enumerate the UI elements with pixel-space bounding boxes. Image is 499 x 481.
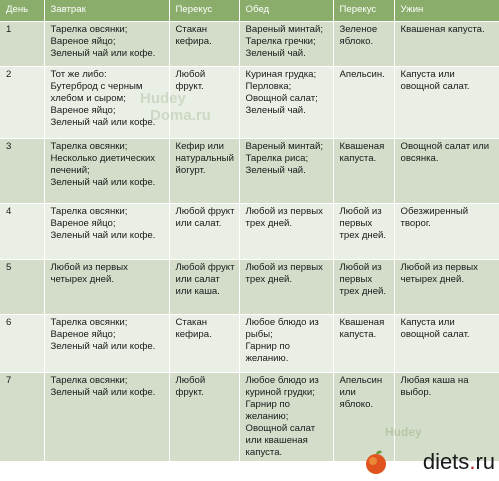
lunch-cell [239, 314, 333, 372]
cell-line: Тарелка овсянки; [50, 374, 128, 386]
table-row [0, 314, 499, 372]
cell-line: натуральный [175, 152, 234, 164]
lunch-cell [239, 372, 333, 461]
cell-line: куриной грудки; [245, 386, 315, 398]
cell-line: Любое блюдо из [245, 374, 319, 386]
dinner-cell [394, 259, 499, 314]
breakfast-cell [44, 138, 169, 203]
cell-line: Любой из [339, 261, 382, 273]
cell-line: капуста. [339, 328, 377, 340]
dinner-cell [394, 203, 499, 259]
header-snack-1: Перекус [169, 0, 239, 21]
breakfast-cell [44, 203, 169, 259]
logo-wordmark [423, 449, 495, 475]
dinner-cell [394, 314, 499, 372]
snack-1-cell [169, 21, 239, 66]
day-cell: 4 [0, 203, 44, 259]
lunch-cell [239, 138, 333, 203]
cell-line: Квашеная [339, 316, 385, 328]
cell-line: Овощной салат или [400, 140, 490, 152]
header-dinner: Ужин [394, 0, 499, 21]
dinner-cell [394, 21, 499, 66]
cell-line: или [339, 386, 356, 398]
snack-2-cell [333, 21, 394, 66]
cell-line: Тарелка овсянки; [50, 316, 128, 328]
cell-line: Перловка; [245, 80, 292, 92]
cell-line: Апельсин [339, 374, 383, 386]
cell-line: Зеленый чай или кофе. [50, 47, 156, 59]
header-snack-2: Перекус [333, 0, 394, 21]
snack-2-cell [333, 138, 394, 203]
cell-line: кефира. [175, 328, 212, 340]
table-row [0, 138, 499, 203]
cell-line: Обезжиренный [400, 205, 469, 217]
dinner-cell [394, 66, 499, 138]
cell-line: Любой из первых [400, 261, 478, 273]
breakfast-cell [44, 259, 169, 314]
day-cell: 7 [0, 372, 44, 461]
cell-line: Зеленый чай или кофе. [50, 340, 156, 352]
cell-line: или салат [175, 273, 220, 285]
cell-line: Вареный минтай; [245, 23, 324, 35]
cell-line: Гарнир по [245, 340, 291, 352]
header-row [0, 0, 499, 21]
lunch-cell [239, 203, 333, 259]
cell-line: Тарелка гречки; [245, 35, 316, 47]
cell-line: Любой фрукт [175, 261, 235, 273]
snack-2-cell [333, 314, 394, 372]
cell-line: Куриная грудка; [245, 68, 317, 80]
cell-line: фрукт. [175, 80, 204, 92]
breakfast-cell [44, 66, 169, 138]
cell-line: Апельсин. [339, 68, 385, 80]
cell-line: Овощной салат [245, 422, 316, 434]
site-logo [345, 423, 495, 479]
cell-line: печений; [50, 164, 90, 176]
cell-line: или каша. [175, 285, 220, 297]
breakfast-cell [44, 372, 169, 461]
snack-2-cell [333, 259, 394, 314]
cell-line: Вареное яйцо; [50, 35, 116, 47]
cell-line: Тарелка овсянки; [50, 140, 128, 152]
cell-line: или квашеная [245, 434, 308, 446]
cell-line: Вареное яйцо; [50, 217, 116, 229]
cell-line: Квашеная капуста. [400, 23, 485, 35]
cell-line: или салат. [175, 217, 222, 229]
cell-line: Тарелка риса; [245, 152, 309, 164]
cell-line: Вареное яйцо; [50, 104, 116, 116]
cell-line: Кефир или [175, 140, 224, 152]
dinner-cell [394, 138, 499, 203]
day-cell: 6 [0, 314, 44, 372]
cell-line: Квашеная [339, 140, 385, 152]
cell-line: Вареный минтай; [245, 140, 324, 152]
cell-line: Любой из первых [50, 261, 128, 273]
cell-line: желанию. [245, 352, 289, 364]
watermark-line-1: Hudey [140, 90, 186, 107]
cell-line: йогурт. [175, 164, 206, 176]
day-cell: 3 [0, 138, 44, 203]
day-cell: 2 [0, 66, 44, 138]
logo-tld: ru [475, 449, 495, 474]
cell-line: трех дней. [339, 229, 387, 241]
day-cell: 5 [0, 259, 44, 314]
header-day: День [0, 0, 44, 21]
table-row [0, 203, 499, 259]
cell-line: овсянка. [400, 152, 439, 164]
cell-line: Несколько диетических [50, 152, 156, 164]
table-row [0, 21, 499, 66]
header-breakfast: Завтрак [44, 0, 169, 21]
logo-word: diets [422, 449, 470, 474]
cell-line: Зеленый чай. [245, 104, 306, 116]
snack-1-cell [169, 314, 239, 372]
logo-dot: . [469, 449, 476, 474]
table-row [0, 259, 499, 314]
header-lunch: Обед [239, 0, 333, 21]
apple-icon [363, 449, 389, 475]
breakfast-cell [44, 314, 169, 372]
cell-line: Зеленый чай или кофе. [50, 116, 156, 128]
cell-line: Тарелка овсянки; [50, 23, 128, 35]
cell-line: трех дней. [339, 285, 387, 297]
snack-1-cell [169, 203, 239, 259]
cell-line: Любой [175, 374, 206, 386]
cell-line: желанию; [245, 410, 289, 422]
cell-line: Любой фрукт [175, 205, 235, 217]
cell-line: Бутерброд с черным [50, 80, 143, 92]
cell-line: Зеленый чай или кофе. [50, 229, 156, 241]
snack-1-cell [169, 138, 239, 203]
lunch-cell [239, 259, 333, 314]
cell-line: Зеленый чай или кофе. [50, 386, 156, 398]
cell-line: Стакан [175, 316, 208, 328]
cell-line: Тарелка овсянки; [50, 205, 128, 217]
lunch-cell [239, 66, 333, 138]
snack-2-cell [333, 66, 394, 138]
snack-1-cell [169, 66, 239, 138]
cell-line: четырех дней. [400, 273, 464, 285]
cell-line: первых [339, 273, 373, 285]
cell-line: Зеленый чай. [245, 47, 306, 59]
logo-hudey-text: Hudey [385, 425, 422, 439]
snack-1-cell [169, 372, 239, 461]
cell-line: Любой из [339, 205, 382, 217]
lunch-cell [239, 21, 333, 66]
cell-line: кефира. [175, 35, 212, 47]
cell-line: творог. [400, 217, 431, 229]
cell-line: Вареное яйцо; [50, 328, 116, 340]
cell-line: Стакан [175, 23, 208, 35]
cell-line: выбор. [400, 386, 432, 398]
cell-line: хлебом и сыром; [50, 92, 126, 104]
watermark-line-2: Doma.ru [150, 107, 211, 124]
cell-line: Зеленое [339, 23, 378, 35]
cell-line: капуста. [339, 152, 377, 164]
cell-line: трех дней. [245, 217, 293, 229]
cell-line: четырех дней. [50, 273, 114, 285]
cell-line: яблоко. [339, 35, 374, 47]
breakfast-cell [44, 21, 169, 66]
cell-line: Любая каша на [400, 374, 469, 386]
cell-line: Зеленый чай. [245, 164, 306, 176]
cell-line: Любой [175, 68, 206, 80]
snack-1-cell [169, 259, 239, 314]
cell-line: Зеленый чай или кофе. [50, 176, 156, 188]
cell-line: фрукт. [175, 386, 204, 398]
cell-line: овощной салат. [400, 80, 470, 92]
cell-line: яблоко. [339, 398, 374, 410]
cell-line: Гарнир по [245, 398, 291, 410]
cell-line: первых [339, 217, 373, 229]
cell-line: Любой из первых [245, 205, 323, 217]
day-cell: 1 [0, 21, 44, 66]
cell-line: Капуста или [400, 316, 455, 328]
cell-line: Тот же либо: [50, 68, 107, 80]
cell-line: капуста. [245, 446, 283, 458]
table-row [0, 66, 499, 138]
snack-2-cell [333, 203, 394, 259]
cell-line: Любой из первых [245, 261, 323, 273]
cell-line: Любое блюдо из [245, 316, 319, 328]
cell-line: трех дней. [245, 273, 293, 285]
cell-line: Капуста или [400, 68, 455, 80]
cell-line: рыбы; [245, 328, 273, 340]
cell-line: Овощной салат; [245, 92, 318, 104]
cell-line: овощной салат. [400, 328, 470, 340]
